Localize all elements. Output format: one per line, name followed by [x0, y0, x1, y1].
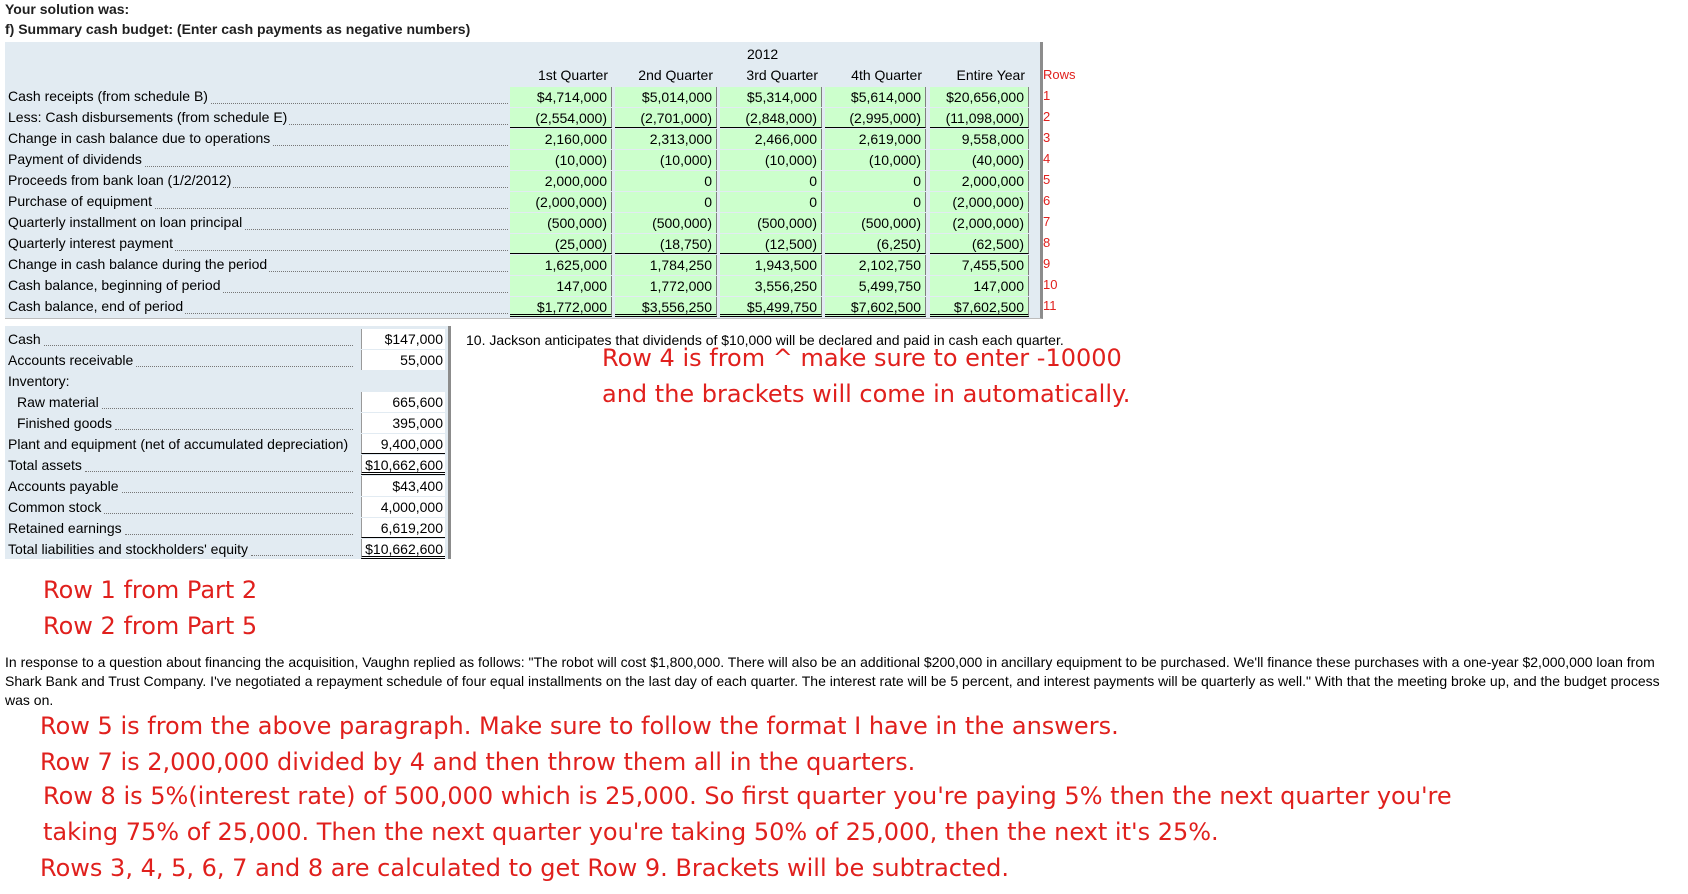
column-header: 1st Quarter	[537, 67, 608, 83]
budget-input-cell[interactable]: 2,000,000	[930, 171, 1029, 191]
balance-sheet-label: Plant and equipment (net of accumulated depreciation)	[8, 436, 349, 452]
budget-input-cell[interactable]: $7,602,500	[930, 297, 1029, 317]
row-label-text: Less: Cash disbursements (from schedule E)	[8, 109, 288, 125]
row-number: 1	[1043, 88, 1051, 103]
budget-input-cell[interactable]: (40,000)	[930, 150, 1029, 170]
dividend-note: 10. Jackson anticipates that dividends of $10,000 will be declared and paid in cash each quarter.	[466, 332, 1064, 348]
dot-leader	[102, 408, 353, 409]
annotation-row4-line2: and the brackets will come in automatically.	[602, 380, 1131, 408]
budget-input-cell[interactable]: 0	[825, 192, 926, 212]
solution-heading: Your solution was:	[5, 1, 130, 17]
budget-input-cell[interactable]: 1,784,250	[615, 255, 717, 275]
annotation-rows-calc: Rows 3, 4, 5, 6, 7 and 8 are calculated to get Row 9. Brackets will be subtracted.	[40, 854, 1010, 882]
row-label-text: Cash receipts (from schedule B)	[8, 88, 208, 104]
balance-sheet-value: 4,000,000	[361, 497, 445, 517]
row-label	[8, 193, 508, 213]
balance-sheet-value: 55,000	[361, 350, 445, 370]
budget-input-cell[interactable]: $20,656,000	[930, 87, 1029, 107]
budget-input-cell[interactable]: (62,500)	[930, 234, 1029, 254]
budget-input-cell[interactable]: $7,602,500	[825, 297, 926, 317]
row-label	[8, 235, 508, 255]
budget-input-cell[interactable]: 0	[615, 192, 717, 212]
row-label	[8, 256, 508, 276]
annotation-row8-line2: taking 75% of 25,000. Then the next quarter you're taking 50% of 25,000, then the next it's 25%.	[43, 818, 1219, 846]
row-label	[8, 277, 508, 297]
budget-input-cell[interactable]: (2,995,000)	[825, 108, 926, 128]
row-label-text: Payment of dividends	[8, 151, 142, 167]
budget-input-cell[interactable]: 5,499,750	[825, 276, 926, 296]
budget-input-cell[interactable]: 1,943,500	[720, 255, 822, 275]
dot-leader	[104, 513, 353, 514]
budget-input-cell[interactable]: 2,000,000	[510, 171, 612, 191]
budget-input-cell[interactable]: $5,499,750	[720, 297, 822, 317]
balance-sheet-label: Raw material	[17, 394, 99, 410]
budget-input-cell[interactable]: (18,750)	[615, 234, 717, 254]
balance-sheet-value: 395,000	[361, 413, 445, 433]
annotation-row4-line1: Row 4 is from ^ make sure to enter -10000	[602, 344, 1122, 372]
budget-input-cell[interactable]: (2,000,000)	[930, 213, 1029, 233]
budget-input-cell[interactable]: (11,098,000)	[930, 108, 1029, 128]
budget-input-cell[interactable]: 7,455,500	[930, 255, 1029, 275]
budget-input-cell[interactable]: 2,313,000	[615, 129, 717, 149]
annotation-row8-line1: Row 8 is 5%(interest rate) of 500,000 which is 25,000. So first quarter you're paying 5% then the next quarter you're	[43, 782, 1452, 810]
year-header: 2012	[747, 46, 779, 62]
budget-input-cell[interactable]: 2,102,750	[825, 255, 926, 275]
balance-sheet-label: Cash	[8, 331, 41, 347]
rows-header: Rows	[1043, 67, 1076, 82]
budget-input-cell[interactable]: (10,000)	[510, 150, 612, 170]
budget-input-cell[interactable]: (2,701,000)	[615, 108, 717, 128]
row-label-text: Quarterly interest payment	[8, 235, 173, 251]
financing-paragraph: In response to a question about financing the acquisition, Vaughn replied as follows: "The robot will cost $1,800,000. There will also be an additional $200,000 in ancillary equipment to be purchased. We'll finance these purchases with a one-year $2,000,000 loan from Shark Bank and Trust Company. I've negotiated a repayment schedule of four equal installments on the last day of each quarter. The interest rate will be 5 percent, and interest payments will be quarterly as well." With that the meeting broke up, and the budget process was on.	[5, 654, 1660, 708]
budget-input-cell[interactable]: (2,000,000)	[510, 192, 612, 212]
balance-sheet-label: Accounts payable	[8, 478, 119, 494]
balance-sheet-label: Total assets	[8, 457, 82, 473]
budget-input-cell[interactable]: (10,000)	[615, 150, 717, 170]
budget-input-cell[interactable]: (2,848,000)	[720, 108, 822, 128]
balance-sheet-value: $43,400	[361, 476, 445, 496]
balance-sheet-value: 6,619,200	[361, 518, 445, 538]
balance-sheet-label: Finished goods	[17, 415, 112, 431]
budget-input-cell[interactable]: 0	[720, 192, 822, 212]
budget-input-cell[interactable]: (2,000,000)	[930, 192, 1029, 212]
row-label	[8, 88, 508, 108]
budget-input-cell[interactable]: $3,556,250	[615, 297, 717, 317]
row-number: 8	[1043, 235, 1051, 250]
row-label-text: Cash balance, end of period	[8, 298, 184, 314]
balance-sheet-value: 9,400,000	[361, 434, 445, 454]
dot-leader	[136, 366, 353, 367]
budget-input-cell[interactable]: 0	[825, 171, 926, 191]
row-label-text: Purchase of equipment	[8, 193, 152, 209]
cash-budget-title: f) Summary cash budget: (Enter cash payments as negative numbers)	[5, 21, 471, 37]
row-label-text: Change in cash balance due to operations	[8, 130, 271, 146]
dot-leader	[115, 429, 353, 430]
balance-sheet-value: $10,662,600	[361, 539, 445, 559]
column-header: 4th Quarter	[851, 67, 922, 83]
budget-input-cell[interactable]: (500,000)	[825, 213, 926, 233]
dot-leader	[125, 534, 353, 535]
budget-input-cell[interactable]: (6,250)	[825, 234, 926, 254]
row-number: 11	[1043, 298, 1057, 313]
budget-input-cell[interactable]: $5,014,000	[615, 87, 717, 107]
budget-input-cell[interactable]: 2,160,000	[510, 129, 612, 149]
budget-input-cell[interactable]: (25,000)	[510, 234, 612, 254]
column-header: 2nd Quarter	[638, 67, 713, 83]
balance-sheet-value: 665,600	[361, 392, 445, 412]
budget-input-cell[interactable]: $5,314,000	[720, 87, 822, 107]
annotation-row1: Row 1 from Part 2	[43, 576, 258, 604]
dot-leader	[44, 345, 353, 346]
row-number: 5	[1043, 172, 1051, 187]
dot-leader	[251, 555, 353, 556]
balance-sheet-label: Accounts receivable	[8, 352, 134, 368]
row-number: 7	[1043, 214, 1051, 229]
row-number: 4	[1043, 151, 1051, 166]
budget-input-cell[interactable]: 1,625,000	[510, 255, 612, 275]
budget-input-cell[interactable]: 9,558,000	[930, 129, 1029, 149]
budget-input-cell[interactable]: (10,000)	[720, 150, 822, 170]
dot-leader	[85, 471, 353, 472]
balance-sheet-value: $10,662,600	[361, 455, 445, 475]
balance-sheet-label: Common stock	[8, 499, 102, 515]
row-number: 10	[1043, 277, 1058, 292]
row-label-text: Change in cash balance during the period	[8, 256, 268, 272]
row-number: 6	[1043, 193, 1051, 208]
budget-input-cell[interactable]: 147,000	[510, 276, 612, 296]
budget-input-cell[interactable]: (12,500)	[720, 234, 822, 254]
cash-budget-table	[5, 42, 1043, 319]
row-label-text: Proceeds from bank loan (1/2/2012)	[8, 172, 232, 188]
annotation-row5: Row 5 is from the above paragraph. Make sure to follow the format I have in the answers.	[40, 712, 1119, 740]
column-header: Entire Year	[956, 67, 1025, 83]
annotation-row7: Row 7 is 2,000,000 divided by 4 and then throw them all in the quarters.	[40, 748, 916, 776]
budget-input-cell[interactable]: (10,000)	[825, 150, 926, 170]
budget-input-cell[interactable]: $4,714,000	[510, 87, 612, 107]
budget-input-cell[interactable]: 0	[615, 171, 717, 191]
balance-sheet-label: Inventory:	[8, 373, 70, 389]
row-number: 9	[1043, 256, 1051, 271]
budget-input-cell[interactable]: 2,466,000	[720, 129, 822, 149]
balance-sheet-label: Retained earnings	[8, 520, 122, 536]
balance-sheet-value: $147,000	[361, 329, 445, 349]
budget-input-cell[interactable]: $1,772,000	[510, 297, 612, 317]
budget-input-cell[interactable]: 1,772,000	[615, 276, 717, 296]
balance-sheet-label: Total liabilities and stockholders' equity	[8, 541, 249, 557]
budget-input-cell[interactable]: $5,614,000	[825, 87, 926, 107]
balance-sheet	[5, 326, 451, 559]
budget-input-cell[interactable]: 3,556,250	[720, 276, 822, 296]
row-label	[8, 151, 508, 171]
row-number: 2	[1043, 109, 1051, 124]
column-header: 3rd Quarter	[746, 67, 818, 83]
budget-input-cell[interactable]: (500,000)	[510, 213, 612, 233]
row-label	[8, 109, 508, 129]
row-label-text: Quarterly installment on loan principal	[8, 214, 243, 230]
budget-input-cell[interactable]: (500,000)	[720, 213, 822, 233]
budget-input-cell[interactable]: 2,619,000	[825, 129, 926, 149]
row-label	[8, 214, 508, 234]
row-label	[8, 130, 508, 150]
annotation-row2: Row 2 from Part 5	[43, 612, 258, 640]
budget-input-cell[interactable]: 147,000	[930, 276, 1029, 296]
row-label	[8, 172, 508, 192]
budget-input-cell[interactable]: 0	[720, 171, 822, 191]
budget-input-cell[interactable]: (2,554,000)	[510, 108, 612, 128]
row-label-text: Cash balance, beginning of period	[8, 277, 221, 293]
budget-input-cell[interactable]: (500,000)	[615, 213, 717, 233]
row-label	[8, 298, 508, 318]
row-number: 3	[1043, 130, 1051, 145]
dot-leader	[122, 492, 353, 493]
